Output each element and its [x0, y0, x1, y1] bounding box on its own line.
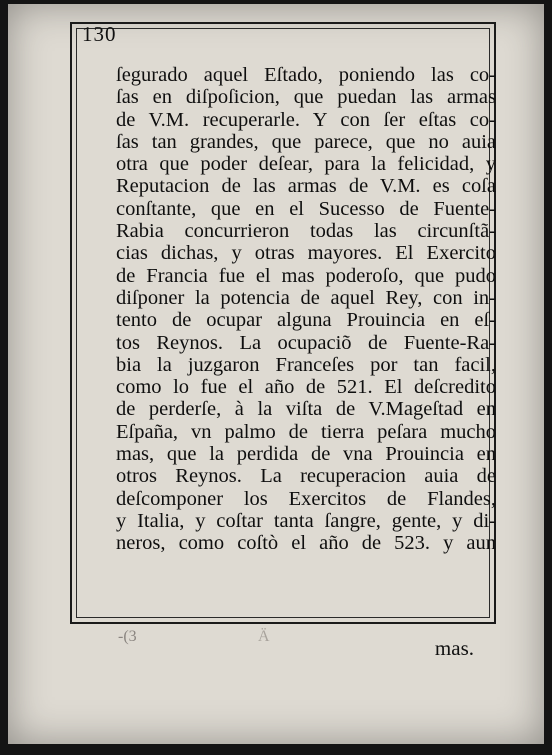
- text-line: de Francia fue el mas poderoſo, que pudo: [116, 264, 496, 287]
- body-text: [116, 64, 496, 555]
- text-line: como lo fue el año de 521. El deſcredito: [116, 376, 496, 399]
- text-line: ſas tan grandes, que parece, que no auia: [116, 130, 496, 153]
- text-line: tos Reynos. La ocupaciõ de Fuente-Ra-: [116, 331, 496, 354]
- text-line: ſas en diſpoſicion, que puedan las armas: [116, 86, 496, 109]
- text-line: cias dichas, y otras mayores. El Exercito: [116, 242, 496, 265]
- text-line: diſponer la potencia de aquel Rey, con in-: [116, 286, 496, 309]
- text-line: neros, como coſtò el año de 523. y aun: [116, 532, 496, 555]
- bottom-mark-middle: Ä: [258, 628, 270, 645]
- text-line: bia la juzgaron Franceſes por tan facil,: [116, 353, 496, 376]
- text-line: de V.M. recuperarle. Y con ſer eſtas co-: [116, 108, 496, 131]
- page-number: 130: [82, 22, 117, 46]
- bottom-mark-left: -(3: [118, 628, 137, 645]
- text-line: Reputacion de las armas de V.M. es coſa: [116, 175, 496, 198]
- text-line: y Italia, y coſtar tanta ſangre, gente, y di-: [116, 509, 496, 532]
- text-line: tento de ocupar alguna Prouincia en eſ-: [116, 309, 496, 332]
- text-line: otra que poder deſear, para la felicidad, y: [116, 153, 496, 176]
- text-line: conſtante, que en el Sucesso de Fuente-: [116, 197, 496, 220]
- text-line: de perderſe, à la viſta de V.Mageſtad en: [116, 398, 496, 421]
- text-line: otros Reynos. La recuperacion auia de: [116, 465, 496, 488]
- text-line: ſegurado aquel Eſtado, poniendo las co-: [116, 64, 496, 86]
- text-line: Rabia concurrieron todas las circunſtã-: [116, 220, 496, 243]
- book-page: [8, 4, 544, 744]
- text-line: deſcomponer los Exercitos de Flandes,: [116, 487, 496, 510]
- catchword: mas.: [434, 636, 474, 660]
- text-line: Eſpaña, vn palmo de tierra peſara mucho: [116, 420, 496, 443]
- text-line: mas, que la perdida de vna Prouincia en: [116, 443, 496, 466]
